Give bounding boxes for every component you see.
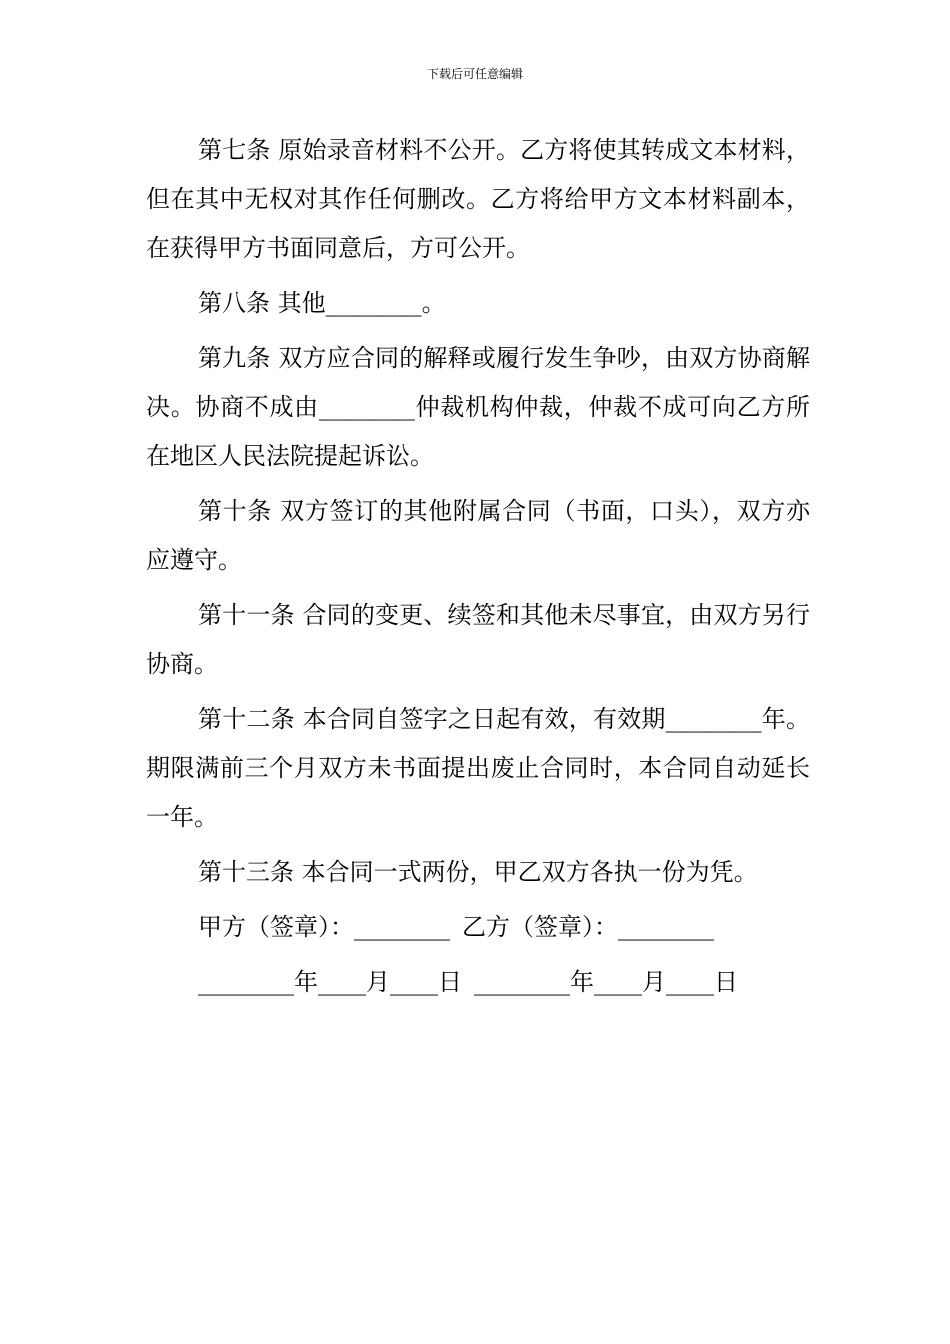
- party-a-signature: 甲方（签章）：________: [198, 913, 450, 941]
- contract-body: [146, 126, 810, 1007]
- party-b-signature: 乙方（签章）：________: [462, 913, 714, 941]
- party-a-date: ________年____月____日: [198, 968, 462, 996]
- header-note: 下载后可任意编辑: [426, 67, 523, 81]
- article-9: 第九条 双方应合同的解释或履行发生争吵，由双方协商解决。协商不成由________仲裁机构仲裁，仲裁不成可向乙方所在地区人民法院提起诉讼。: [146, 344, 810, 470]
- article-12: 第十二条 本合同自签字之日起有效，有效期________年。期限满前三个月双方未书面提出废止合同时，本合同自动延长一年。: [146, 705, 810, 831]
- article-8: 第八条 其他________。: [198, 289, 446, 317]
- article-13: 第十三条 本合同一式两份，甲乙双方各执一份为凭。: [198, 858, 758, 886]
- article-11: 第十一条 合同的变更、续签和其他未尽事宜，由双方另行协商。: [146, 601, 810, 678]
- article-10: 第十条 双方签订的其他附属合同（书面，口头），双方亦应遵守。: [146, 497, 810, 574]
- signature-row: [146, 903, 810, 952]
- date-row: [146, 958, 810, 1007]
- article-7: 第七条 原始录音材料不公开。乙方将使其转成文本材料，但在其中无权对其作任何删改。乙方将给甲方文本材料副本，在获得甲方书面同意后，方可公开。: [146, 136, 810, 262]
- party-b-date: ________年____月____日: [474, 968, 738, 996]
